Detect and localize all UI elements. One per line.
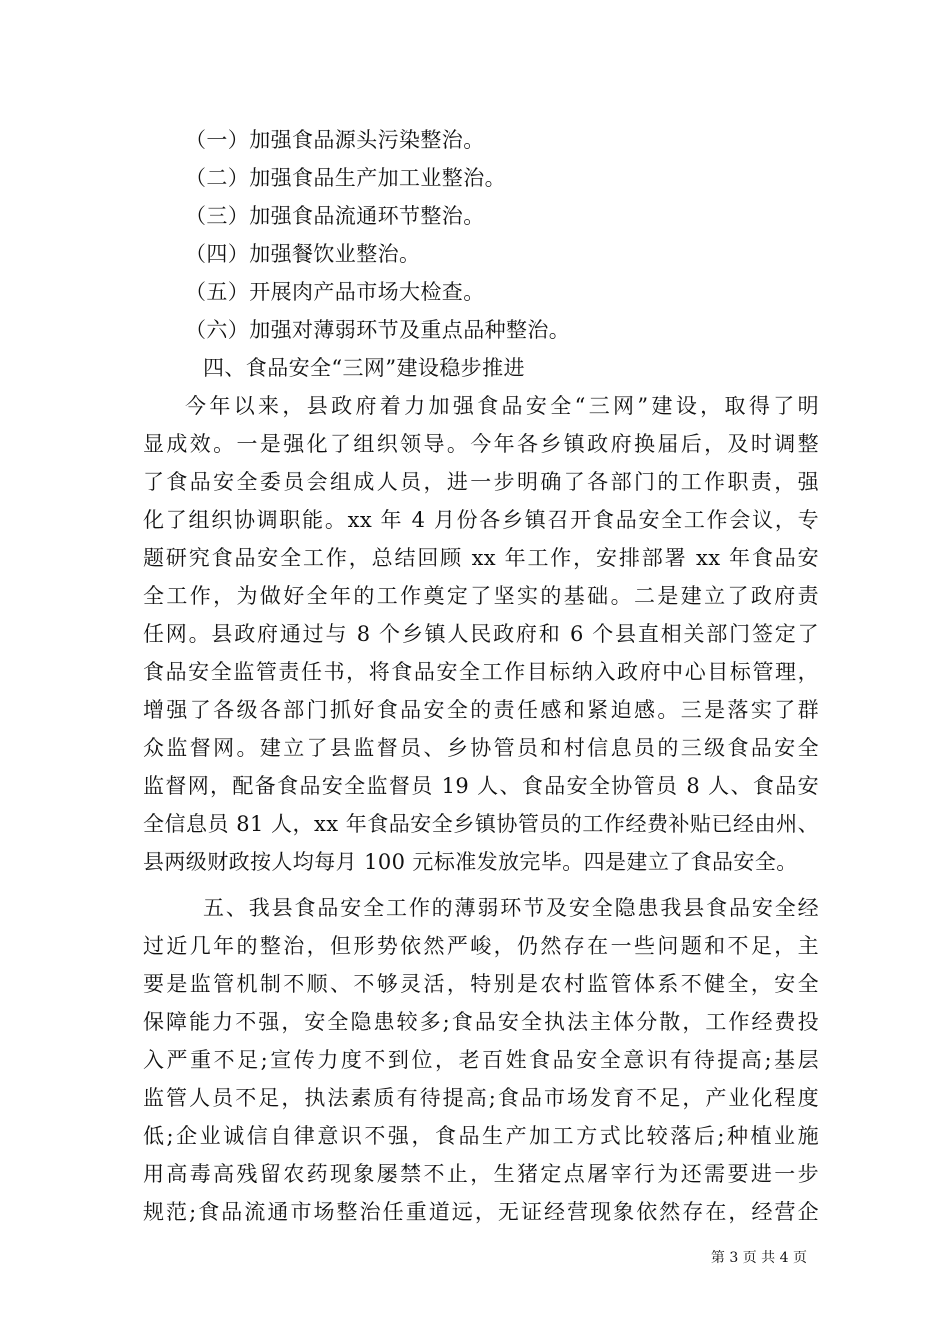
list-item: （一）加强食品源头污染整治。 — [185, 128, 485, 152]
paragraph-line: 县两级财政按人均每月 100 元标准发放完毕。四是建立了食品安全。 — [143, 850, 798, 874]
paragraph-line: 五、我县食品安全工作的薄弱环节及安全隐患我县食品安全经 — [203, 896, 819, 920]
paragraph-line: 增强了各级各部门抓好食品安全的责任感和紧迫感。三是落实了群 — [143, 698, 819, 722]
paragraph-line: 众监督网。建立了县监督员、乡协管员和村信息员的三级食品安全 — [143, 736, 819, 760]
paragraph-line: 过近几年的整治，但形势依然严峻，仍然存在一些问题和不足，主 — [143, 934, 819, 958]
paragraph-line: 保障能力不强，安全隐患较多;食品安全执法主体分散，工作经费投 — [143, 1010, 819, 1034]
list-item: （六）加强对薄弱环节及重点品种整治。 — [185, 318, 571, 342]
document-body — [143, 121, 819, 1231]
page-number: 第 3 页 共 4 页 — [710, 1250, 807, 1266]
paragraph-line: 监督网，配备食品安全监督员 19 人、食品安全协管员 8 人、食品安 — [143, 774, 819, 798]
paragraph-line: 了食品安全委员会组成人员，进一步明确了各部门的工作职责，强 — [143, 470, 819, 494]
paragraph-line: 今年以来，县政府着力加强食品安全“三网”建设，取得了明 — [185, 394, 819, 418]
paragraph-line: 要是监管机制不顺、不够灵活，特别是农村监管体系不健全，安全 — [143, 972, 819, 996]
paragraph-line: 任网。县政府通过与 8 个乡镇人民政府和 6 个县直相关部门签定了 — [143, 622, 819, 646]
paragraph-line: 题研究食品安全工作，总结回顾 xx 年工作，安排部署 xx 年食品安 — [143, 546, 819, 570]
list-item: （三）加强食品流通环节整治。 — [185, 204, 485, 228]
section-heading: 四、食品安全“三网”建设稳步推进 — [203, 356, 525, 380]
list-item: （五）开展肉产品市场大检查。 — [185, 280, 485, 304]
list-item: （四）加强餐饮业整治。 — [185, 242, 421, 266]
paragraph-gap — [143, 881, 819, 889]
paragraph-line: 显成效。一是强化了组织领导。今年各乡镇政府换届后，及时调整 — [143, 432, 819, 456]
paragraph-line: 入严重不足;宣传力度不到位，老百姓食品安全意识有待提高;基层 — [143, 1048, 819, 1072]
paragraph-line: 监管人员不足，执法素质有待提高;食品市场发育不足，产业化程度 — [143, 1086, 819, 1110]
paragraph-line: 全工作，为做好全年的工作奠定了坚实的基础。二是建立了政府责 — [143, 584, 819, 608]
paragraph-line: 食品安全监管责任书，将食品安全工作目标纳入政府中心目标管理， — [143, 660, 819, 684]
list-item: （二）加强食品生产加工业整治。 — [185, 166, 506, 190]
paragraph-line: 用高毒高残留农药现象屡禁不止，生猪定点屠宰行为还需要进一步 — [143, 1162, 819, 1186]
paragraph-line: 规范;食品流通市场整治任重道远，无证经营现象依然存在，经营企 — [143, 1200, 819, 1224]
paragraph-line: 化了组织协调职能。xx 年 4 月份各乡镇召开食品安全工作会议，专 — [143, 508, 819, 532]
paragraph-line: 全信息员 81 人，xx 年食品安全乡镇协管员的工作经费补贴已经由州、 — [143, 812, 819, 836]
paragraph-line: 低;企业诚信自律意识不强，食品生产加工方式比较落后;种植业施 — [143, 1124, 819, 1148]
